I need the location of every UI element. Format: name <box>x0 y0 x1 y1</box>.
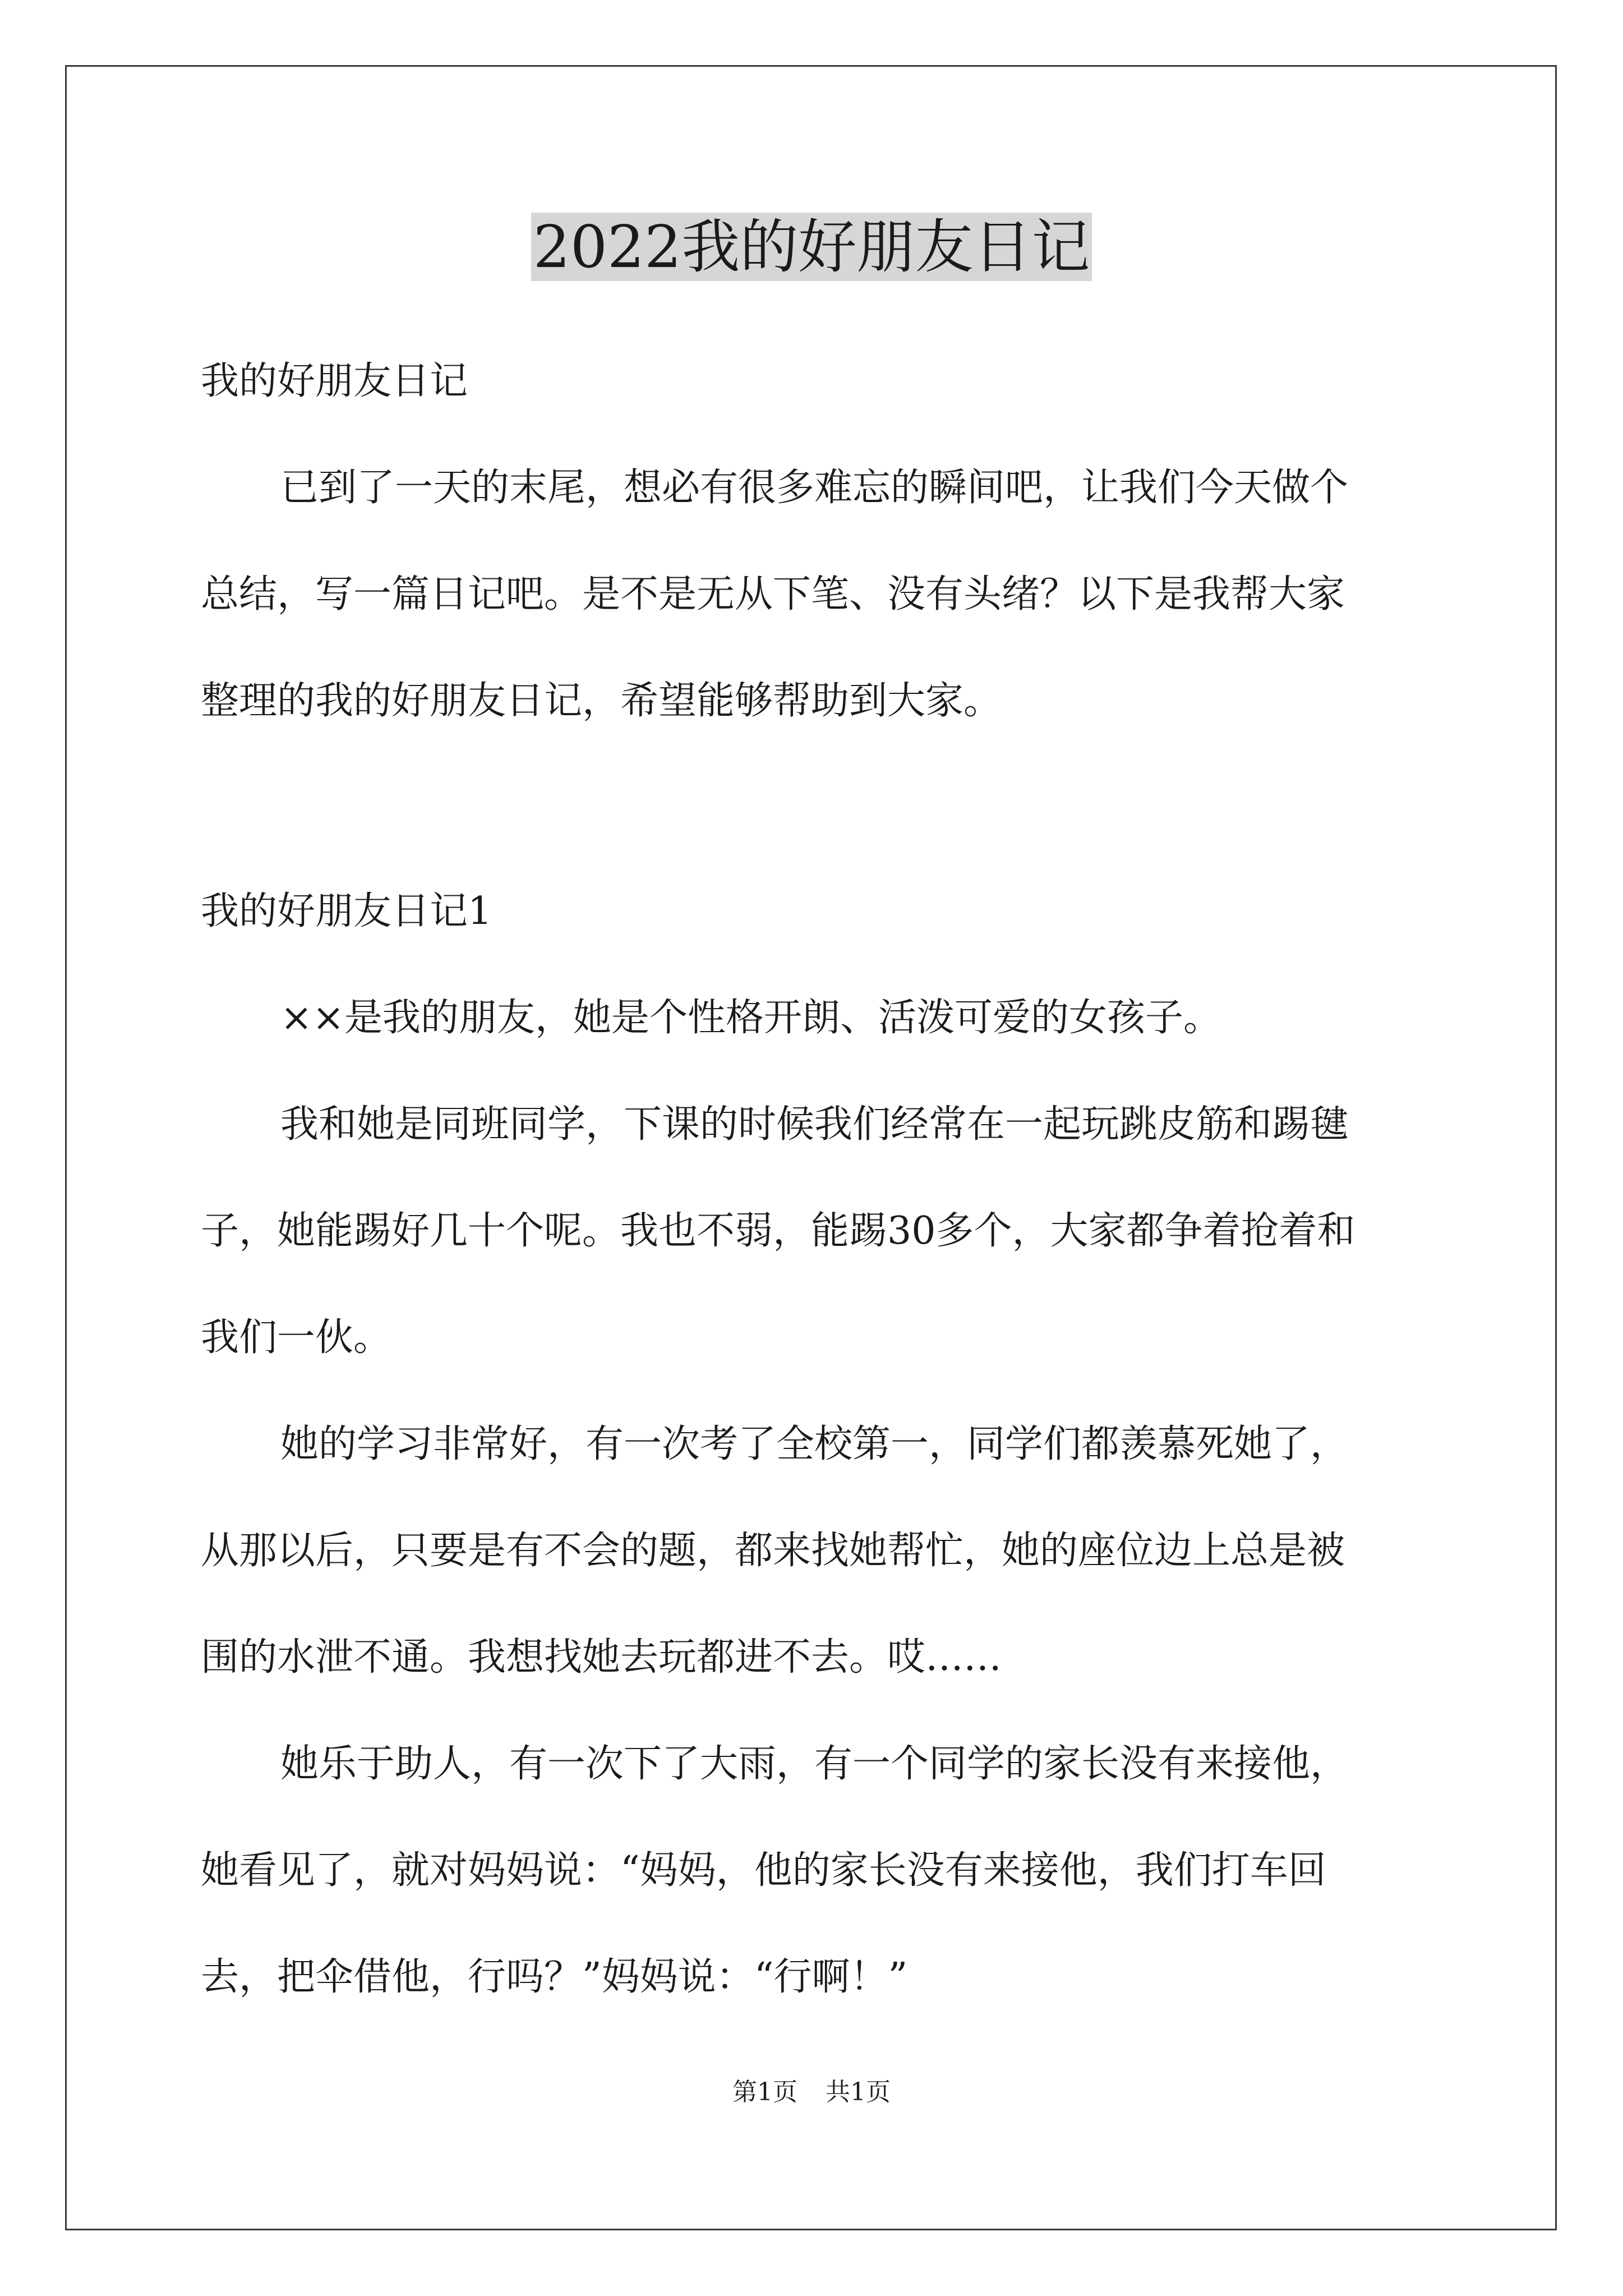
paragraph-line: 我和她是同班同学，下课的时候我们经常在一起玩跳皮筋和踢毽 <box>280 1102 1349 1147</box>
paragraph-line: 去，把伞借他，行吗？”妈妈说：“行啊！” <box>201 1955 908 1999</box>
page-footer <box>0 2076 1623 2109</box>
paragraph-line: 我们一伙。 <box>201 1315 392 1360</box>
paragraph-line: 她乐于助人，有一次下了大雨，有一个同学的家长没有来接他， <box>280 1742 1349 1786</box>
paragraph-line: 整理的我的好朋友日记，希望能够帮助到大家。 <box>201 679 1002 723</box>
paragraph-line: 子，她能踢好几十个呢。我也不弱，能踢30多个，大家都争着抢着和 <box>201 1209 1355 1253</box>
section-heading: 我的好朋友日记1 <box>201 889 492 933</box>
paragraph-line: ××是我的朋友，她是个性格开朗、活泼可爱的女孩子。 <box>280 996 1221 1040</box>
page-number: 第1页 <box>732 2078 797 2106</box>
paragraph-line: 她的学习非常好，有一次考了全校第一，同学们都羡慕死她了， <box>280 1422 1349 1466</box>
paragraph-line: 已到了一天的末尾，想必有很多难忘的瞬间吧，让我们今天做个 <box>280 466 1349 510</box>
document-title <box>0 208 1623 286</box>
paragraph-line: 总结，写一篇日记吧。是不是无从下笔、没有头绪？以下是我帮大家 <box>201 572 1345 616</box>
paragraph-line: 她看见了，就对妈妈说：“妈妈，他的家长没有来接他，我们打车回 <box>201 1848 1326 1893</box>
paragraph-line: 围的水泄不通。我想找她去玩都进不去。哎…… <box>201 1635 1002 1680</box>
document-title-text: 2022我的好朋友日记 <box>531 213 1092 281</box>
page-total: 共1页 <box>826 2078 891 2106</box>
paragraph-line: 从那以后，只要是有不会的题，都来找她帮忙，她的座位边上总是被 <box>201 1529 1345 1573</box>
section-heading: 我的好朋友日记 <box>201 359 468 403</box>
